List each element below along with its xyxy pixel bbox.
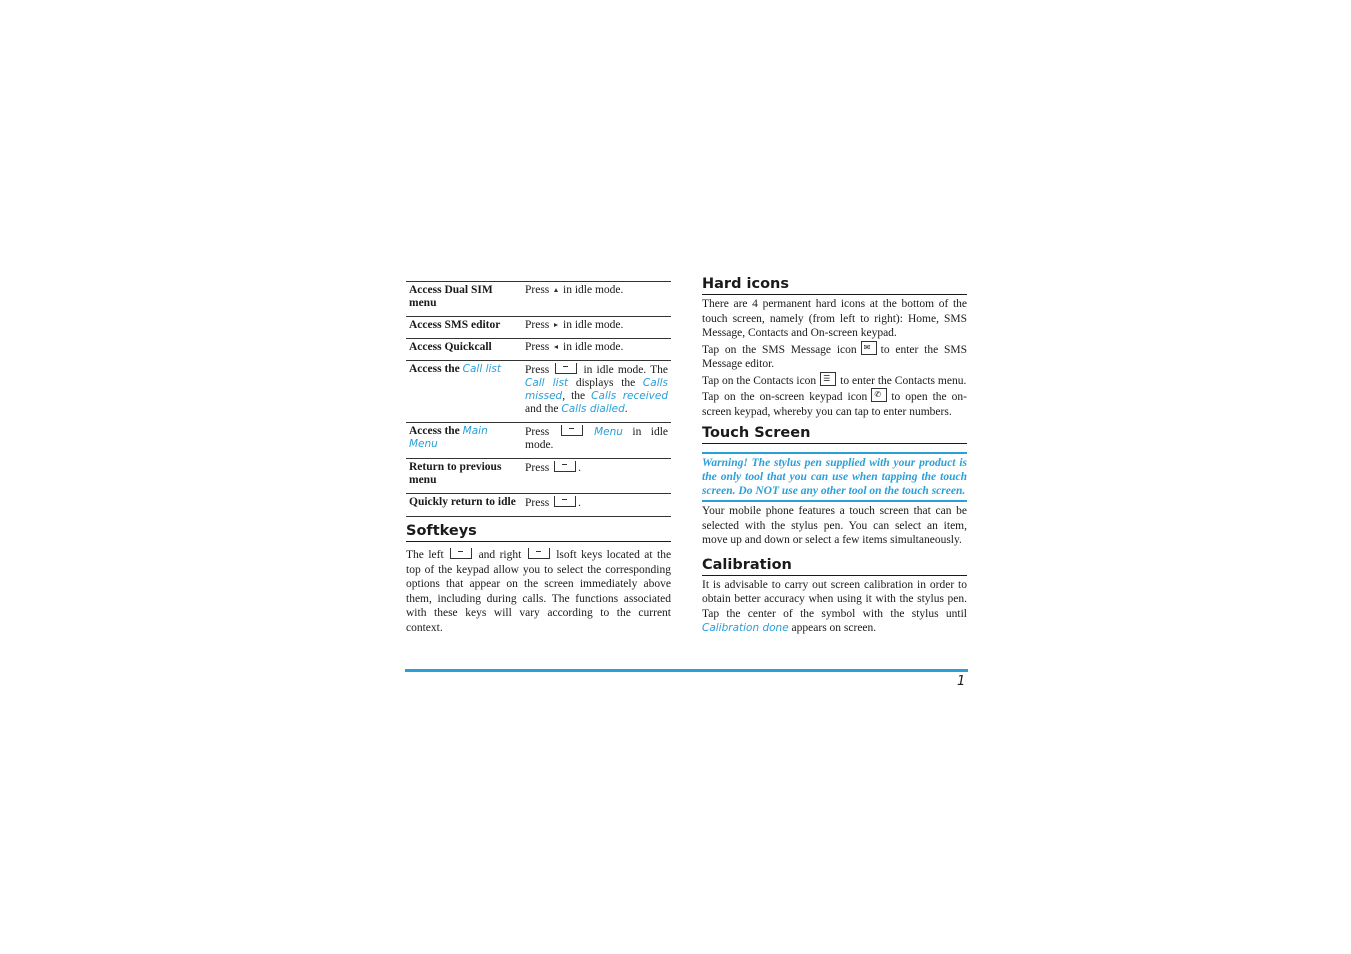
row-key: Access the Call list <box>406 361 522 423</box>
hard-icons-paragraph: There are 4 permanent hard icons at the bottom of the touch screen, namely (from left to right): Home, SMS Message, Contacts and On-screen keypad. <box>702 298 967 339</box>
table-row <box>406 282 671 317</box>
contacts-icon: ☰ <box>820 372 836 386</box>
row-value: Press in idle mode. The Call list displays the Calls missed, the Calls received and the Calls dialled. <box>522 361 671 423</box>
row-key: Quickly return to idle <box>406 494 522 517</box>
shortcut-table <box>406 281 671 517</box>
calibration-done-text: Calibration done <box>702 622 789 634</box>
right-softkey-icon <box>528 548 550 559</box>
calibration-paragraph: It is advisable to carry out screen calibration in order to obtain better accuracy when using it with the stylus pen. Tap the center of the symbol with the stylus until Calibration done appears on screen. <box>702 578 967 634</box>
table-row <box>406 423 671 459</box>
right-softkey-icon <box>554 461 576 472</box>
left-arrow-icon <box>554 345 558 349</box>
hard-icons-heading: Hard icons <box>702 276 967 295</box>
sms-paragraph: Tap on the SMS Message icon ✉ to enter the SMS Message editor. <box>702 342 968 370</box>
right-arrow-icon <box>554 323 558 327</box>
touch-screen-heading: Touch Screen <box>702 425 967 444</box>
page-number: 1 <box>957 674 966 689</box>
left-softkey-icon <box>450 548 472 559</box>
table-row <box>406 459 671 494</box>
row-key: Return to previous menu <box>406 459 522 494</box>
row-key: Access SMS editor <box>406 317 522 339</box>
row-key: Access Quickcall <box>406 339 522 361</box>
softkeys-paragraph: The left and right lsoft keys located at the top of the keypad allow you to select the corresponding options that appear on the screen immediately above them, including during calls. The functions associated with these keys will vary according to the current context. <box>406 549 672 634</box>
table-row <box>406 339 671 361</box>
keypad-paragraph: Tap on the on-screen keypad icon ✆ to open the on-screen keypad, whereby you can tap to enter numbers. <box>702 390 967 418</box>
row-value: Press Menu in idle mode. <box>522 423 671 459</box>
left-softkey-icon <box>561 425 583 436</box>
row-value: Press in idle mode. <box>522 282 671 317</box>
contacts-paragraph: Tap on the Contacts icon ☰ to enter the Contacts menu. <box>702 373 967 387</box>
calibration-heading: Calibration <box>702 557 967 576</box>
call-key-icon <box>555 363 577 374</box>
link-call-list: Call list <box>462 363 502 375</box>
table-row <box>406 361 671 423</box>
row-value: Press . <box>522 494 671 517</box>
row-value: Press in idle mode. <box>522 317 671 339</box>
table-row <box>406 494 671 517</box>
touch-screen-paragraph: Your mobile phone features a touch screen that can be selected with the stylus pen. You can select an item, move up and down or select a few items simultaneously. <box>702 505 967 546</box>
keypad-icon: ✆ <box>871 388 887 402</box>
left-column <box>406 281 671 635</box>
row-key: Access Dual SIM menu <box>406 282 522 317</box>
softkeys-heading: Softkeys <box>406 523 671 542</box>
end-key-icon <box>554 496 576 507</box>
link-main-menu: Main Menu <box>409 425 488 450</box>
row-key: Access the Main Menu <box>406 423 522 459</box>
table-row <box>406 317 671 339</box>
footer-rule <box>405 669 968 672</box>
row-value: Press . <box>522 459 671 494</box>
right-column <box>702 276 967 636</box>
sms-message-icon: ✉ <box>861 341 877 355</box>
row-value: Press in idle mode. <box>522 339 671 361</box>
warning-box <box>702 452 967 502</box>
up-arrow-icon <box>554 288 558 292</box>
warning-text: Warning! The stylus pen supplied with your product is the only tool that you can use when tapping the touch screen. Do NOT use any other tool on the touch screen. <box>702 457 967 497</box>
